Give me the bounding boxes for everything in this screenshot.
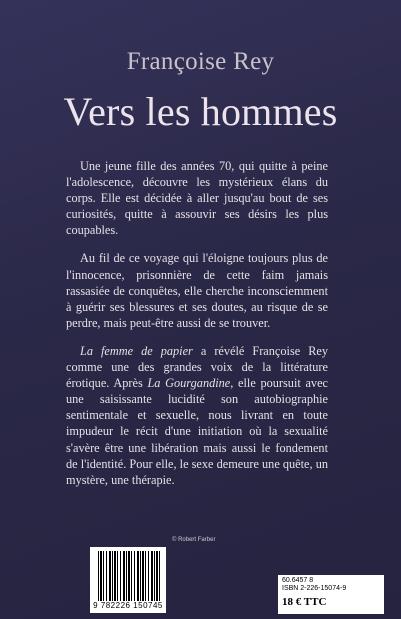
- author-name: Françoise Rey: [126, 48, 275, 75]
- photo-credit: © Robert Farber: [172, 537, 216, 543]
- blurb-paragraph-3: [66, 343, 328, 488]
- price: 18 € TTC: [282, 596, 327, 608]
- price-label: [278, 575, 384, 614]
- product-code: 60.6457 8: [282, 577, 314, 584]
- barcode: [90, 547, 166, 613]
- barcode-bars: [98, 551, 160, 601]
- blurb-text: [66, 158, 328, 488]
- book-reference-la-femme-de-papier: La femme de papier: [80, 343, 193, 358]
- blurb-paragraph-3-text-b: , elle poursuit avec une saisissante lucidité son autobiographie sentimentale et sexuelle, nous livrant en toute impudeur le récit d'une initiation où la sexualité s'avère être une libération mais aussi le fondement de l'identité. Pour elle, le sexe demeure une quête, un mystère, une thérapie.: [66, 376, 329, 487]
- isbn: ISBN 2-226-15074-9: [282, 585, 347, 592]
- blurb-paragraph-1: Une jeune fille des années 70, qui quitte à peine l'adolescence, découvre les mystérieux élans du corps. Elle est décidée à aller jusqu'au bout de ses curiosités, quitte à assouvir ses désirs les plus coupables.: [66, 159, 328, 238]
- barcode-number: 9 782226 150745: [93, 601, 163, 610]
- book-title: Vers les hommes: [63, 89, 338, 134]
- book-reference-la-gourgandine: La Gourgandine: [147, 376, 231, 391]
- blurb-paragraph-2: Au fil de ce voyage qui l'éloigne toujours plus de l'innocence, prisonnière de cette faim jamais rassasiée de conquêtes, elle cherche inconsciemment à guérir ses blessures et ses doutes, au risque de se perdre, mais peut-être aussi de se trouver.: [66, 251, 328, 330]
- blurb-paragraph-3-text-a: a révélé Françoise Rey comme une des grandes voix de la littérature érotique. Après: [66, 343, 329, 391]
